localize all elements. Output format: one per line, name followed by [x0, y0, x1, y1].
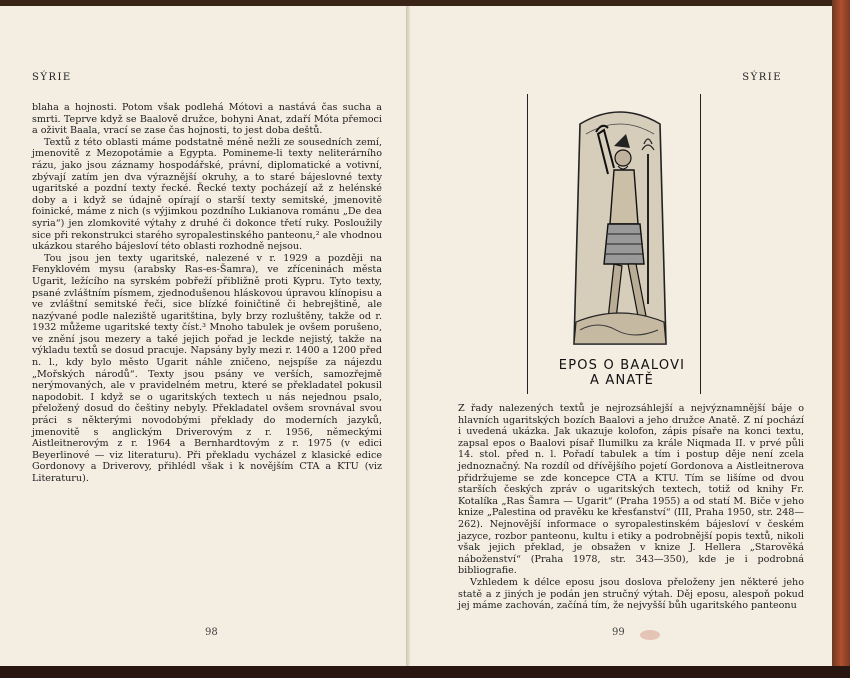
figure-rule-left [527, 94, 528, 394]
figure-rule-right [700, 94, 701, 394]
page-number-left: 98 [205, 627, 218, 638]
left-paragraph-3: Tou jsou jen texty ugaritské, nalezené v r. 1929 a později na Fenyklovém mysu (arabsky Ras-es-Šamra), ve zříceninách města Ugarit, ležícího na syrském pobřeží přibližně proti Kypru. Tyto texty, psané zvláštním písmem, zjednodušenou hláskovou úpravou klínopisu a ve zvláštní semitské řeči, sice blízké foiničtině či hebrejštině, ale nazývané podle naleziště ugaritština, byly brzy rozluštěny, takže od r. 1932 můžeme ugaritské texty číst.³ Mnoho tabulek je ovšem porušeno, ve znění jsou mezery a také jejich pořad je leckde nejistý, takže na výkladu textů se dosud pracuje. Napsány byly mezi r. 1400 a 1200 před n. l., kdy bylo město Ugarit náhle zničeno, nejspíše za nájezdu „Mořských národů“. Texty jsou psány ve verších, samozřejmě nerýmovaných, ale v pravidelném metru, které se překladatel pokusil napodobit. I když se o ugaritských textech u nás nejednou psalo, přeložený dosud do češtiny nebyly. Překladatel ovšem srovnával svou práci s některými novodobými překlady do moderních jazyků, jmenovitě s anglickým Driverovým z r. 1956, německými Aistleitnerovým z r. 1964 a Bernhardtovým z r. 1975 (v edici Beyerlinové — viz literaturu). Při překladu vycházel z klasické edice Gordonovy a Driverovy, přihlédl však i k novějším CTA a KTU (viz Literaturu). [32, 252, 382, 484]
book-cover-edge [832, 0, 850, 678]
left-paragraph-2: Textů z této oblasti máme podstatně méně nežli ze sousedních zemí, jmenovitě z Mezopotámie a Egypta. Pomineme-li texty neliterárního rázu, jako jsou záznamy hospodářské, právní, diplomatické a votivní, zbývají zatím jen dva výraznější okruhy, a to staré bájeslovné texty ugaritské a pozdní texty řecké. Řecké texty pocházejí až z helénské doby a i když se údajně opírají o starší texty semitské, jmenovitě foinické, máme z nich (s výjimkou pozdního Lukianova románu „De dea syria“) jen zlomkovité výtahy z druhé či dokonce třetí ruky. Posloužily sice při rekonstrukci starého syropalestinského panteonu,² ale vhodnou ukázkou starého bájesloví této oblasti rozhodně nejsou. [32, 136, 382, 253]
right-paragraph-2: Vzhledem k délce eposu jsou doslova přeloženy jen některé jeho statě a z jiných je podán jen stručný výtah. Děj eposu, alespoň pokud jej máme zachován, začíná tím, že nejvyšší bůh ugaritského panteonu [458, 576, 804, 612]
page-number-right: 99 [612, 627, 625, 638]
baal-stele-figure [568, 104, 672, 354]
left-paragraph-1: blaha a hojnosti. Potom však podlehá Mótovi a nastává čas sucha a smrti. Teprve když se Baalově družce, bohyni Anat, zdaří Móta přemoci a oživit Baala, vrací se zase čas hojnosti, to jest doba deštů. [32, 102, 382, 137]
right-body-text [458, 403, 804, 612]
caption-line-1: EPOS O BAALOVI [558, 358, 686, 373]
left-body-text [32, 102, 382, 485]
caption-line-2: A ANATĚ [589, 373, 655, 388]
background-strip [0, 666, 850, 678]
running-header-left: SÝRIE [32, 72, 72, 83]
figure-caption [542, 358, 702, 388]
left-page [0, 6, 409, 666]
right-paragraph-1: Z řady nalezených textů je nejrozsáhlejší a nejvýznamnější báje o hlavních ugaritských bozích Baalovi a jeho družce Anatě. Z ní pochází i uvedená ukázka. Jak ukazuje kolofon, zápis písaře na konci textu, zapsal epos o Baalovi písař Ilumilku za krále Niqmada II. v prvé půli 14. stol. před n. l. Pořadí tabulek a tím i postup děje není zcela jednoznačný. Na rozdíl od dřívějšího pojetí Gordonova a Aistleitnerova přidržujeme se zde koncepce CTA a KTU. Tím se lišíme od dvou starších českých zpráv o ugaritských textech, totiž od knihy Fr. Kotalíka „Ras Šamra — Ugarit“ (Praha 1955) a od statí M. Biče v jeho knize „Palestina od pravěku ke křesťanství“ (III, Praha 1950, str. 248—262). Nejnovější informace o syropalestinském bájesloví v českém jazyce, rozbor panteonu, kultu i etiky a podrobnější popis textů, nikoli však jejich překlad, je obsažen v knize J. Hellera „Starověká náboženství“ (Praha 1978, str. 343—350), kde je i podrobná bibliografie. [458, 403, 804, 577]
ink-smudge [640, 630, 660, 640]
running-header-right: SÝRIE [742, 72, 782, 83]
